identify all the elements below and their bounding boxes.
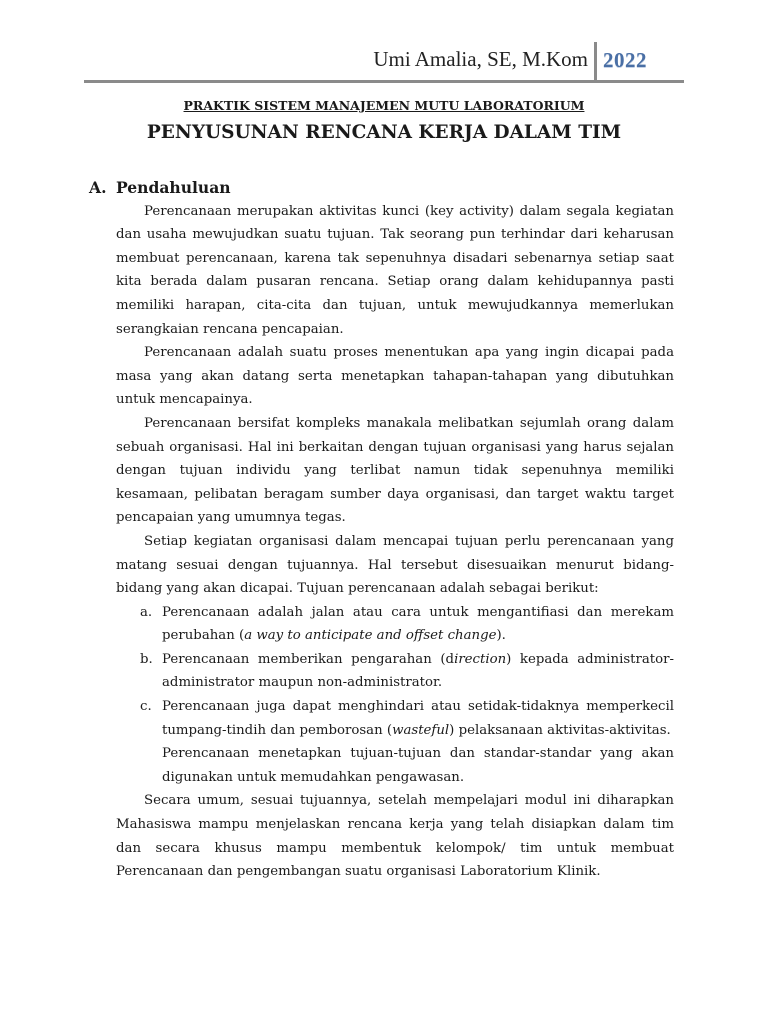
header-year: 2022 bbox=[603, 48, 647, 72]
list-marker: c. bbox=[140, 699, 152, 715]
list-item bbox=[116, 648, 674, 695]
list-text-italic: wasteful bbox=[392, 722, 450, 738]
list-text: Perencanaan memberikan pengarahan (d bbox=[162, 651, 455, 667]
list-continuation: Perencanaan menetapkan tujuan-tujuan dan standar-standar yang akan digunakan untuk memudahkan pengawasan. bbox=[162, 746, 674, 785]
paragraph-3: Perencanaan bersifat kompleks manakala melibatkan sejumlah orang dalam sebuah organisasi. Hal ini berkaitan dengan tujuan organisasi yang harus sejalan dengan tujuan individu yang terlibat namun tidak sepenuhnya memiliki kesamaan, pelibatan beragam sumber daya organisasi, dan target waktu target pencapaian yang umumnya tegas. bbox=[116, 415, 674, 526]
list-item bbox=[116, 695, 674, 742]
document-title: PENYUSUNAN RENCANA KERJA DALAM TIM bbox=[146, 122, 622, 143]
paragraph-2: Perencanaan adalah suatu proses menentukan apa yang ingin dicapai pada masa yang akan datang serta menetapkan tahapan-tahapan yang dibutuhkan untuk mencapainya. bbox=[116, 345, 674, 408]
header-horizontal-rule bbox=[84, 80, 684, 83]
list-item bbox=[116, 601, 674, 648]
list-marker: b. bbox=[140, 651, 153, 667]
list-text: Perencanaan adalah jalan atau cara untuk mengantifiasi dan merekam perubahan ( bbox=[162, 604, 674, 644]
list-marker: a. bbox=[140, 604, 153, 620]
section-heading bbox=[89, 176, 674, 200]
document-subtitle: PRAKTIK SISTEM MANAJEMEN MUTU LABORATORIUM bbox=[183, 98, 585, 113]
document-body bbox=[89, 176, 675, 884]
section-number: A. bbox=[89, 178, 107, 197]
list-text: ) pelaksanaan aktivitas-aktivitas. bbox=[449, 722, 671, 738]
list-text-italic: irection bbox=[454, 651, 507, 667]
list-text: Perencanaan juga dapat menghindari atau setidak-tidaknya memperkecil tumpang-tindih dan pemborosan ( bbox=[162, 699, 674, 738]
header-vertical-divider bbox=[594, 42, 597, 82]
objectives-list bbox=[116, 601, 674, 743]
header-author: Umi Amalia, SE, M.Kom bbox=[373, 47, 588, 71]
section-title: Pendahuluan bbox=[116, 178, 231, 197]
list-text-italic: a way to anticipate and offset change bbox=[244, 628, 497, 644]
list-text: ) kepada administrator-administrator maupun non-administrator. bbox=[162, 651, 675, 691]
paragraph-4: Setiap kegiatan organisasi dalam mencapai tujuan perlu perencanaan yang matang sesuai dengan tujuannya. Hal tersebut disesuaikan menurut bidang-bidang yang akan dicapai. Tujuan perencanaan adalah sebagai berikut: bbox=[116, 533, 674, 597]
paragraph-1: Perencanaan merupakan aktivitas kunci (key activity) dalam segala kegiatan dan usaha mewujudkan suatu tujuan. Tak seorang pun terhindar dari keharusan membuat perencanaan, karena tak sepenuhnya disadari sebenarnya setiap saat kita berada dalam pusaran rencana. Setiap orang dalam kehidupannya pasti memiliki harapan, cita-cita dan tujuan, untuk mewujudkannya memerlukan serangkaian rencana pencapaian. bbox=[116, 203, 674, 337]
list-text: ). bbox=[496, 628, 506, 644]
closing-paragraph: Secara umum, sesuai tujuannya, setelah mempelajari modul ini diharapkan Mahasiswa mampu menjelaskan rencana kerja yang telah disiapkan dalam tim dan secara khusus mampu membentuk kelompok/ tim untuk membuat Perencanaan dan pengembangan suatu organisasi Laboratorium Klinik. bbox=[116, 793, 674, 880]
